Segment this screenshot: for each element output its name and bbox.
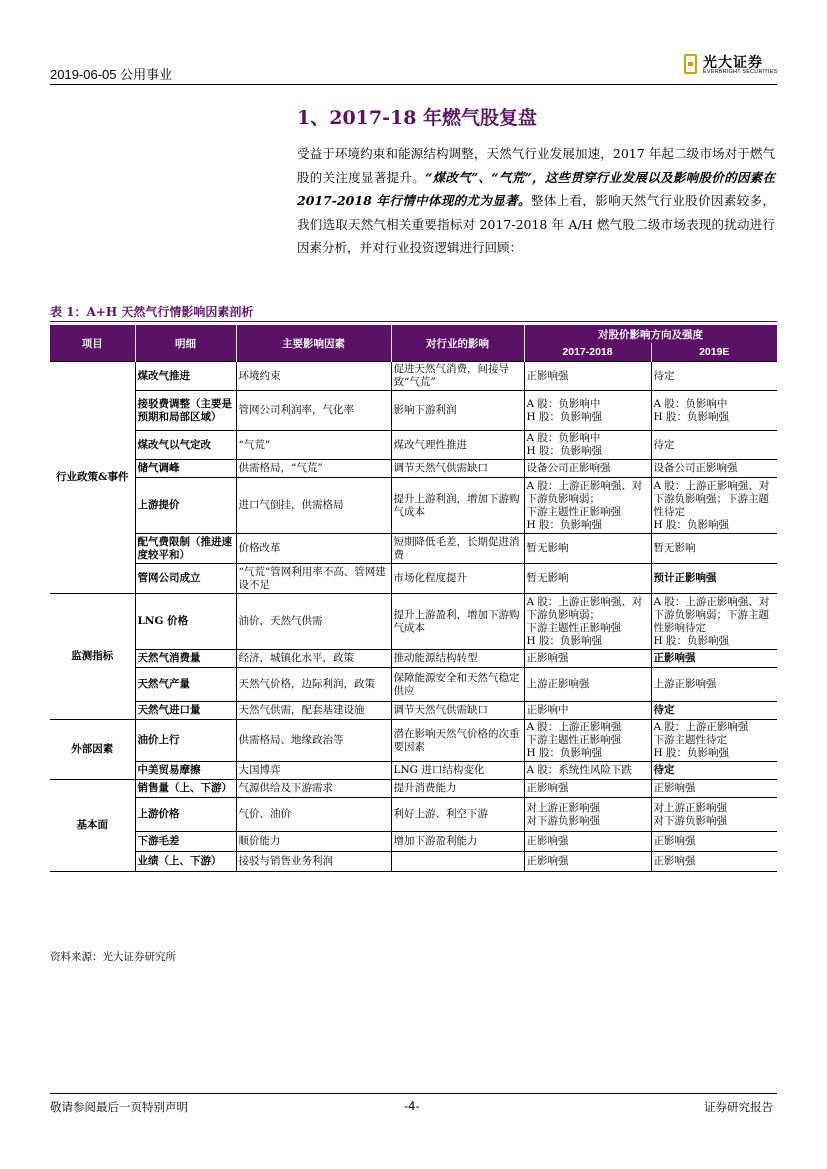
- cell-item: 上游价格: [135, 798, 236, 832]
- cell-y1718: 正影响强: [524, 852, 651, 872]
- cell-item: 中美贸易摩擦: [135, 762, 236, 780]
- cell-y1718: A 股：系统性风险下跌: [524, 762, 651, 780]
- cell-factor: 价格改革: [236, 534, 391, 564]
- table-row: [50, 702, 777, 720]
- header-date-section: 2019-06-05 公用事业: [50, 67, 173, 82]
- cell-item: 业绩（上、下游）: [135, 852, 236, 872]
- cell-y1718: 暂无影响: [524, 534, 651, 564]
- cell-y2019: A 股：负影响中 H 股：负影响强: [651, 391, 777, 431]
- cell-y1718: 正影响中: [524, 702, 651, 720]
- cell-item: 储气调峰: [135, 460, 236, 478]
- cell-factor: 油价，天然气供需: [236, 594, 391, 650]
- cell-impact: 提升上游利润，增加下游购气成本: [391, 478, 524, 534]
- cell-y2019: 待定: [651, 762, 777, 780]
- cell-factor: 进口气倒挂，供需格局: [236, 478, 391, 534]
- cell-impact: 促进天然气消费，间接导致“气荒”: [391, 362, 524, 391]
- header-main-factor: 主要影响因素: [236, 325, 391, 362]
- footer-page-number: -4-: [404, 1099, 420, 1113]
- intro-paragraph: [297, 142, 775, 260]
- category-cell: 监测指标: [50, 594, 135, 720]
- cell-y1718: 正影响强: [524, 362, 651, 391]
- cell-factor: 气价、油价: [236, 798, 391, 832]
- cell-item: 天然气产量: [135, 668, 236, 702]
- cell-y2019: 待定: [651, 702, 777, 720]
- cell-factor: 环境约束: [236, 362, 391, 391]
- table-row: [50, 362, 777, 391]
- cell-factor: 气源供给及下游需求: [236, 780, 391, 798]
- table-row: [50, 594, 777, 650]
- cell-factor: “气荒”: [236, 431, 391, 460]
- cell-factor: “气荒”管网利用率不高、管网建设不足: [236, 564, 391, 594]
- cell-y2019: 预计正影响强: [651, 564, 777, 594]
- header-2017-2018: 2017-2018: [524, 343, 651, 362]
- cell-y2019: 正影响强: [651, 650, 777, 668]
- cell-impact: 煤改气理性推进: [391, 431, 524, 460]
- table-row: [50, 391, 777, 431]
- category-cell: 行业政策&事件: [50, 362, 135, 594]
- paragraph-emphasis: “煤改气”、“气荒”，这些贯穿行业发展以及影响股价的因素在 2017-2018 年行情中体现的尤为显著。: [297, 169, 775, 209]
- cell-y1718: A 股：上游正影响强、对下游负影响弱； 下游主题性正影响强 H 股：负影响强: [524, 594, 651, 650]
- cell-y2019: 设备公司正影响强: [651, 460, 777, 478]
- cell-y1718: 设备公司正影响强: [524, 460, 651, 478]
- cell-factor: 天然气价格，边际利润，政策: [236, 668, 391, 702]
- cell-item: 配气费限制（推进速度较平和）: [135, 534, 236, 564]
- table-row: [50, 564, 777, 594]
- table-row: [50, 460, 777, 478]
- cell-impact: 短期降低毛差，长期促进消费: [391, 534, 524, 564]
- cell-item: LNG 价格: [135, 594, 236, 650]
- header-industry-impact: 对行业的影响: [391, 325, 524, 362]
- logo-mark-icon: [684, 54, 697, 74]
- table-row: [50, 852, 777, 872]
- cell-item: 管网公司成立: [135, 564, 236, 594]
- cell-impact: 推动能源结构转型: [391, 650, 524, 668]
- table-row: [50, 762, 777, 780]
- footer-rule: [50, 1093, 777, 1094]
- category-cell: 基本面: [50, 780, 135, 872]
- section-title: 1、2017-18 年燃气股复盘: [297, 107, 538, 129]
- category-cell: 外部因素: [50, 720, 135, 780]
- cell-factor: 顺价能力: [236, 832, 391, 852]
- paragraph-part-3: 整体上看，影响天然气行业股价因素较多，我们选取天然气相关重要指标对 2017-2018 年 A/H 燃气股二级市场表现的扰动进行因素分析，并对行业投资逻辑进行回顾：: [297, 193, 775, 256]
- cell-impact: 调节天然气供需缺口: [391, 460, 524, 478]
- factor-table: [50, 325, 778, 872]
- cell-impact: 影响下游利润: [391, 391, 524, 431]
- logo-text-cn: 光大证券: [703, 55, 763, 71]
- cell-y1718: A 股：负影响中 H 股：负影响强: [524, 431, 651, 460]
- logo: [684, 52, 778, 78]
- cell-y1718: 正影响强: [524, 832, 651, 852]
- footer-disclaimer: 敬请参阅最后一页特别声明: [50, 1100, 188, 1114]
- cell-y1718: 上游正影响强: [524, 668, 651, 702]
- cell-y2019: 正影响强: [651, 780, 777, 798]
- cell-impact: 增加下游盈利能力: [391, 832, 524, 852]
- cell-y1718: 对上游正影响强 对下游负影响强: [524, 798, 651, 832]
- table-row: [50, 650, 777, 668]
- cell-y2019: 正影响强: [651, 852, 777, 872]
- cell-item: 接驳费调整（主要是预期和局部区域）: [135, 391, 236, 431]
- cell-factor: 供需格局，“气荒”: [236, 460, 391, 478]
- cell-factor: 接驳与销售业务利润: [236, 852, 391, 872]
- cell-y2019: 正影响强: [651, 832, 777, 852]
- cell-item: 煤改气推进: [135, 362, 236, 391]
- cell-item: 下游毛差: [135, 832, 236, 852]
- table-row: [50, 832, 777, 852]
- cell-y2019: 对上游正影响强 对下游负影响强: [651, 798, 777, 832]
- logo-text-en: EVERBRIGHT SECURITIES: [703, 69, 778, 75]
- cell-y2019: A 股：上游正影响强、对下游负影响弱；下游主题性影响待定 H 股：负影响强: [651, 594, 777, 650]
- header-2019e: 2019E: [651, 343, 777, 362]
- cell-impact: 利好上游、利空下游: [391, 798, 524, 832]
- header-detail: 明细: [135, 325, 236, 362]
- cell-impact: 市场化程度提升: [391, 564, 524, 594]
- cell-y2019: 暂无影响: [651, 534, 777, 564]
- cell-impact: 潜在影响天然气价格的次重要因素: [391, 720, 524, 762]
- cell-factor: 经济，城镇化水平，政策: [236, 650, 391, 668]
- cell-item: 煤改气以气定改: [135, 431, 236, 460]
- footer-report-type: 证券研究报告: [704, 1100, 773, 1114]
- cell-impact: 提升消费能力: [391, 780, 524, 798]
- cell-factor: 供需格局、地缘政治等: [236, 720, 391, 762]
- cell-impact: [391, 852, 524, 872]
- header-price-impact-group: 对股价影响方向及强度: [524, 325, 777, 343]
- cell-item: 天然气进口量: [135, 702, 236, 720]
- paragraph-part-1: 受益于环境约束和能源结构调整，天然气行业发展加速，2017 年起二级市场对于燃气股的关注度显著提升。: [297, 146, 775, 185]
- cell-y1718: 暂无影响: [524, 564, 651, 594]
- table-row: [50, 720, 777, 762]
- header-project: 项目: [50, 325, 135, 362]
- cell-factor: 大国博弈: [236, 762, 391, 780]
- cell-impact: 保障能源安全和天然气稳定供应: [391, 668, 524, 702]
- cell-y1718: A 股：负影响中 H 股：负影响强: [524, 391, 651, 431]
- table-row: [50, 780, 777, 798]
- cell-impact: 调节天然气供需缺口: [391, 702, 524, 720]
- cell-y2019: 上游正影响强: [651, 668, 777, 702]
- cell-y1718: 正影响强: [524, 780, 651, 798]
- cell-impact: LNG 进口结构变化: [391, 762, 524, 780]
- cell-y2019: 待定: [651, 431, 777, 460]
- cell-y2019: 待定: [651, 362, 777, 391]
- cell-item: 上游提价: [135, 478, 236, 534]
- table-title-rule: [50, 321, 777, 322]
- cell-y1718: A 股：上游正影响强 下游主题性正影响强 H 股：负影响强: [524, 720, 651, 762]
- cell-factor: 天然气供需，配套基建设施: [236, 702, 391, 720]
- cell-y1718: 正影响强: [524, 650, 651, 668]
- table-title: 表 1：A+H 天然气行情影响因素剖析: [50, 305, 254, 319]
- cell-y2019: A 股：上游正影响强 下游主题性待定 H 股：负影响强: [651, 720, 777, 762]
- table-row: [50, 478, 777, 534]
- cell-y1718: A 股：上游正影响强、对下游负影响弱； 下游主题性正影响强 H 股：负影响强: [524, 478, 651, 534]
- cell-item: 油价上行: [135, 720, 236, 762]
- cell-item: 销售量（上、下游）: [135, 780, 236, 798]
- table-source: 资料来源：光大证券研究所: [50, 951, 176, 963]
- table-row: [50, 431, 777, 460]
- cell-item: 天然气消费量: [135, 650, 236, 668]
- table-row: [50, 668, 777, 702]
- cell-impact: 提升上游盈利，增加下游购气成本: [391, 594, 524, 650]
- header-rule: [50, 84, 777, 85]
- table-row: [50, 534, 777, 564]
- cell-factor: 管网公司利润率，气化率: [236, 391, 391, 431]
- cell-y2019: A 股：上游正影响强、对下游负影响强；下游主题性待定 H 股：负影响强: [651, 478, 777, 534]
- table-row: [50, 798, 777, 832]
